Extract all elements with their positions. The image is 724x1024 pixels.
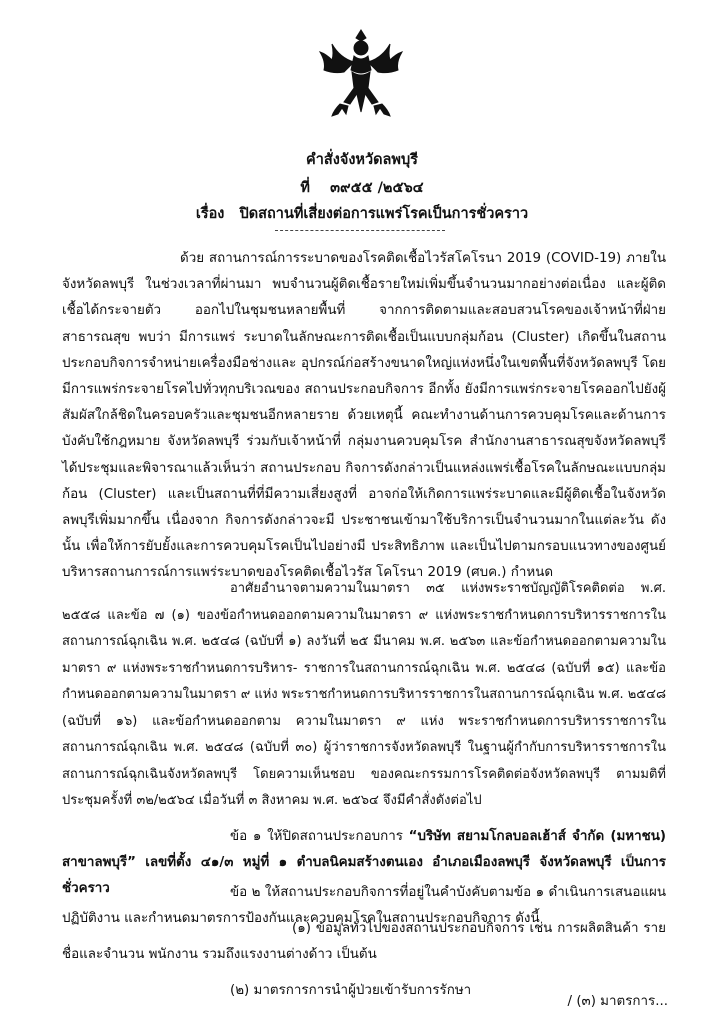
paragraph-background: ด้วย สถานการณ์การระบาดของโรคติดเชื้อไวรัสโคโรนา 2019 (COVID-19) ภายในจังหวัดลพบุรี ในช่วงเวลาที่ผ่านมา พบจำนวนผู้ติดเชื้อรายใหม่เพิ่มขึ้นจำนวนมากอย่างต่อเนื่อง และผู้ติดเชื้อได้กระจายตัว ออกไปในชุมชนหลายพื้นที่ จากการติดตามและสอบสวนโรคของเจ้าหน้าที่ฝ่ายสาธารณสุข พบว่า มีการแพร่ ระบาดในลักษณะการติดเชื้อเป็นแบบกลุ่มก้อน (Cluster) เกิดขึ้นในสถานประกอบกิจการจำหน่ายเครื่องมือช่างและ อุปกรณ์ก่อสร้างขนาดใหญ่แห่งหนึ่งในเขตพื้นที่จังหวัดลพบุรี โดยมีการแพร่กระจายโรคไปทั่วทุกบริเวณของ สถานประกอบกิจการ อีกทั้ง ยังมีการแพร่กระจายโรคออกไปยังผู้สัมผัสใกล้ชิดในครอบครัวและชุมชนอีกหลายราย ด้วยเหตุนี้ คณะทำงานด้านการควบคุมโรคและด้านการบังคับใช้กฎหมาย จังหวัดลพบุรี ร่วมกับเจ้าหน้าที่ กลุ่มงานควบคุมโรค สำนักงานสาธารณสุขจังหวัดลพบุรี ได้ประชุมและพิจารณาแล้วเห็นว่า สถานประกอบ กิจการดังกล่าวเป็นแหล่งแพร่เชื้อโรคในลักษณะแบบกลุ่มก้อน (Cluster) และเป็นสถานที่ที่มีความเสี่ยงสูงที่ อาจก่อให้เกิดการแพร่ระบาดและมีผู้ติดเชื้อในจังหวัดลพบุรีเพิ่มมากขึ้น เนื่องจาก กิจการดังกล่าวจะมี ประชาชนเข้ามาใช้บริการเป็นจำนวนมากในแต่ละวัน ดังนั้น เพื่อให้การยับยั้งและการควบคุมโรคเป็นไปอย่างมี ประสิทธิภาพ และเป็นไปตามกรอบแนวทางของศูนย์บริหารสถานการณ์การแพร่ระบาดของโรคติดเชื้อไวรัส โคโรนา 2019 (ศบค.) กำหนด [62, 251, 666, 581]
clause-2-item-1: (๑) ข้อมูลทั่วไปของสถานประกอบกิจการ เช่น การผลิตสินค้า รายชื่อและจำนวน พนักงาน รวมถึงแรงงานต่างด้าว เป็นต้น [62, 921, 666, 963]
order-title: คำสั่งจังหวัดลพบุรี [306, 152, 418, 168]
clause-2-item-2: (๒) มาตรการการนำผู้ป่วยเข้ารับการรักษา [230, 983, 472, 998]
number-value: ๓๙๕๕ /๒๕๖๔ [330, 180, 424, 196]
clause-1-establishment: “บริษัท สยามโกลบอลเฮ้าส์ จำกัด (มหาชน) สาขาลพบุรี” เลขที่ตั้ง ๔๑/๓ หมู่ที่ ๑ ตำบลนิคมสร้างตนเอง อำเภอเมืองลพบุรี จังหวัดลพบุรี เป็นการชั่วคราว [62, 829, 666, 897]
subject-label: เรื่อง [195, 206, 225, 222]
order-number [0, 176, 724, 199]
number-label: ที่ [300, 180, 310, 196]
order-subject [0, 202, 724, 225]
continuation-marker: / (๓) มาตรการ... [567, 994, 668, 1009]
paragraph-clause-2: ข้อ ๒ ให้สถานประกอบกิจการที่อยู่ในคำบังคับตามข้อ ๑ ดำเนินการเสนอแผนปฏิบัติงาน และกำหนดมาตรการป้องกันและควบคุมโรคในสถานประกอบกิจการ ดังนี้ [62, 885, 666, 927]
paragraph-legal-basis: อาศัยอำนาจตามความในมาตรา ๓๕ แห่งพระราชบัญญัติโรคติดต่อ พ.ศ. ๒๕๕๘ และข้อ ๗ (๑) ของข้อกำหนดออกตามความในมาตรา ๙ แห่งพระราชกำหนดการบริหารราชการในสถานการณ์ฉุกเฉิน พ.ศ. ๒๕๔๘ (ฉบับที่ ๑) ลงวันที่ ๒๕ มีนาคม พ.ศ. ๒๕๖๓ และข้อกำหนดออกตามความในมาตรา ๙ แห่งพระราชกำหนดการบริหาร- ราชการในสถานการณ์ฉุกเฉิน พ.ศ. ๒๕๔๘ (ฉบับที่ ๑๕) และข้อกำหนดออกตามความในมาตรา ๙ แห่ง พระราชกำหนดการบริหารราชการในสถานการณ์ฉุกเฉิน พ.ศ. ๒๕๔๘ (ฉบับที่ ๑๖) และข้อกำหนดออกตาม ความในมาตรา ๙ แห่ง พระราชกำหนดการบริหารราชการในสถานการณ์ฉุกเฉิน พ.ศ. ๒๕๔๘ (ฉบับที่ ๓๐) ผู้ว่าราชการจังหวัดลพบุรี ในฐานผู้กำกับการบริหารราชการในสถานการณ์ฉุกเฉินจังหวัดลพบุรี โดยความเห็นชอบ ของคณะกรรมการโรคติดต่อจังหวัดลพบุรี ตามมติที่ประชุมครั้งที่ ๓๒/๒๕๖๔ เมื่อวันที่ ๓ สิงหาคม พ.ศ. ๒๕๖๔ จึงมีคำสั่งดังต่อไป [62, 581, 666, 808]
garuda-emblem-icon [318, 26, 404, 122]
clause-1-intro: ข้อ ๑ ให้ปิดสถานประกอบการ [230, 829, 403, 844]
subject-value: ปิดสถานที่เสี่ยงต่อการแพร่โรคเป็นการชั่วคราว [239, 206, 529, 222]
header-divider [275, 230, 445, 231]
